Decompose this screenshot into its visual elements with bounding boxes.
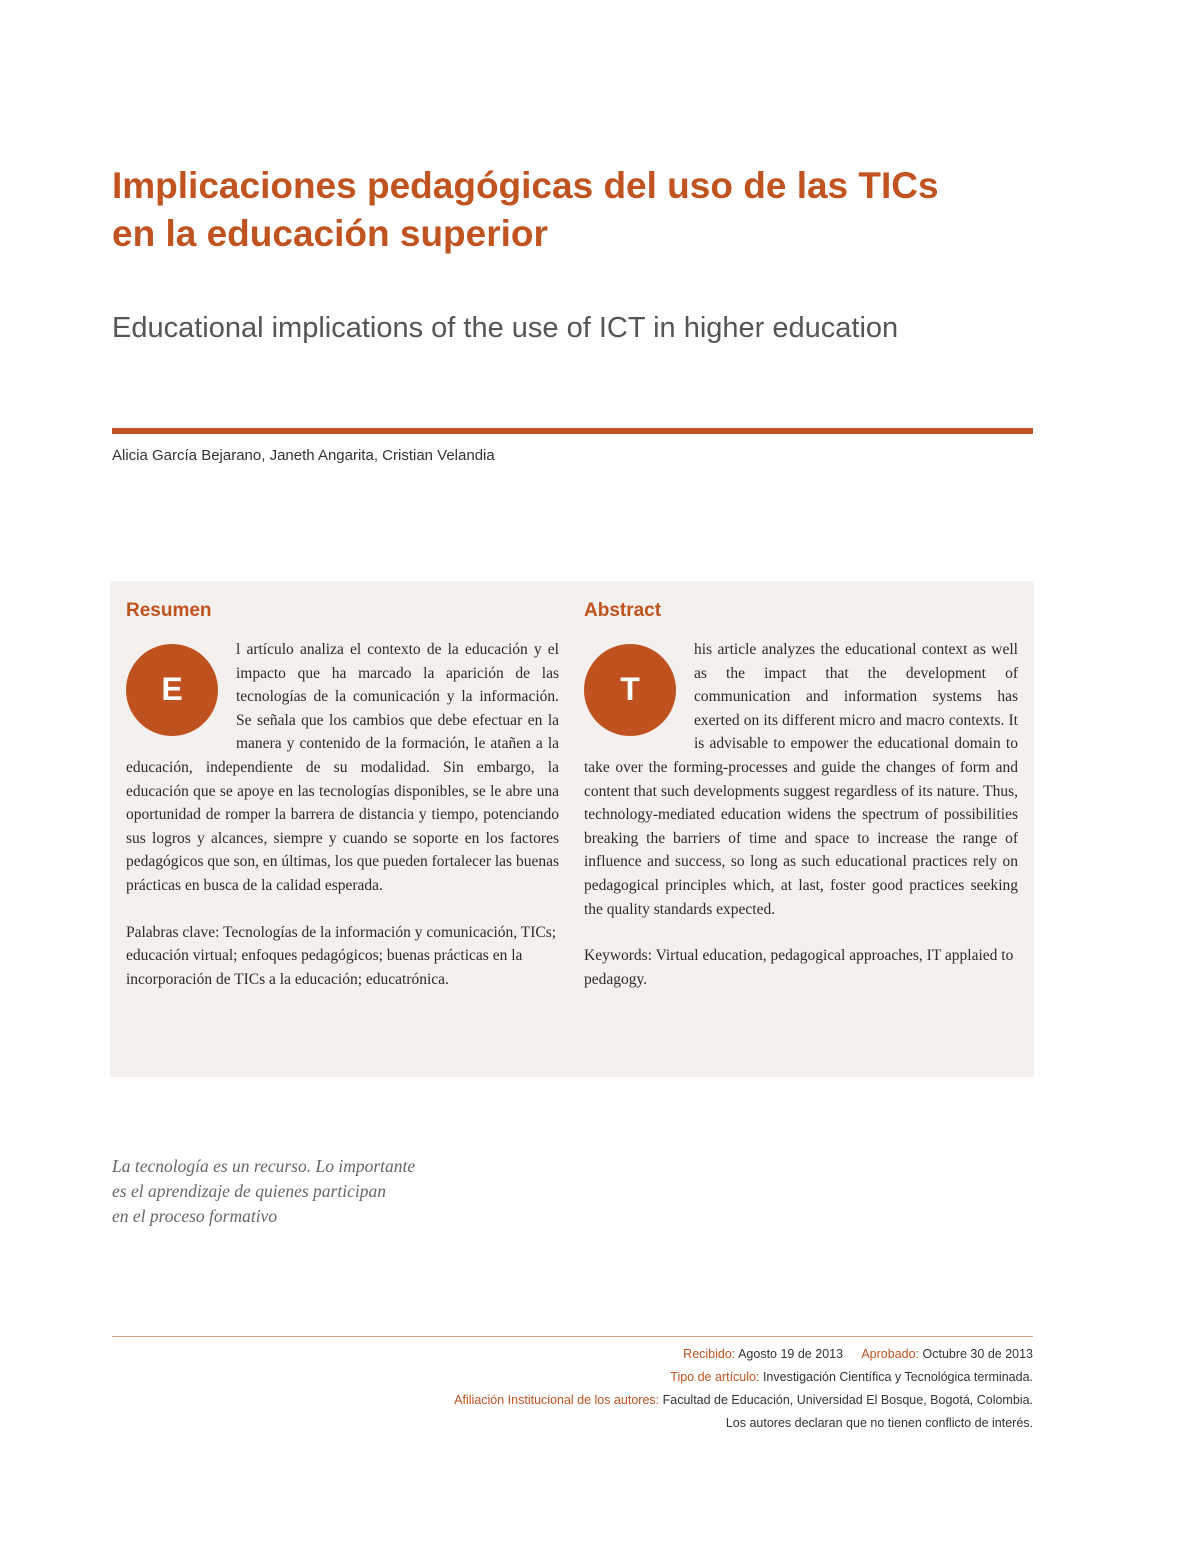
affiliation-value: Facultad de Educación, Universidad El Bosque, Bogotá, Colombia. bbox=[662, 1393, 1033, 1407]
abstract-body bbox=[584, 638, 1018, 921]
resumen-heading: Resumen bbox=[126, 600, 212, 621]
abstract-drop-cap: T bbox=[584, 644, 676, 736]
keywords: Keywords: Virtual education, pedagogical approaches, IT applaied to pedagogy. bbox=[584, 947, 1014, 988]
approved-value: Octubre 30 de 2013 bbox=[922, 1347, 1033, 1361]
affiliation-row bbox=[112, 1389, 1033, 1412]
abstract-text: his article analyzes the educational context as well as the impact that the development of communication and information systems has exerted on its different micro and macro contexts. It is advisable to empower the educational domain to take over the forming-processes and guide the changes of form and content that such developments suggest regardless of its nature. Thus, technology-mediated education widens the spectrum of possibilities breaking the barriers of time and space to increase the range of influence and success, so long as such educational practices rely on pedagogical principles which, at last, foster good practices seeking the quality standards expected. bbox=[584, 641, 1018, 918]
title-divider bbox=[112, 428, 1033, 434]
article-subtitle: Educational implications of the use of ICT in higher education bbox=[112, 312, 899, 344]
type-label: Tipo de artículo: bbox=[670, 1370, 760, 1384]
resumen-body bbox=[126, 638, 559, 898]
abstract-heading: Abstract bbox=[584, 600, 662, 621]
type-row bbox=[112, 1366, 1033, 1389]
abstract-column bbox=[584, 599, 1018, 991]
article-title bbox=[112, 162, 1032, 258]
authors: Alicia García Bejarano, Janeth Angarita, Cristian Velandia bbox=[112, 447, 495, 464]
conflict-statement: Los autores declaran que no tienen conflicto de interés. bbox=[725, 1416, 1033, 1430]
dates-row bbox=[112, 1343, 1033, 1366]
title-line-2: en la educación superior bbox=[112, 213, 548, 254]
resumen-drop-cap: E bbox=[126, 644, 218, 736]
pull-quote bbox=[112, 1154, 472, 1229]
palabras-clave: Palabras clave: Tecnologías de la información y comunicación, TICs; educación virtual; enfoques pedagógicos; buenas prácticas en la incorporación de TICs a la educación; educatrónica. bbox=[126, 923, 557, 988]
received-value: Agosto 19 de 2013 bbox=[738, 1347, 844, 1361]
resumen-column bbox=[126, 599, 559, 991]
type-value: Investigación Científica y Tecnológica terminada. bbox=[762, 1370, 1033, 1384]
quote-line-1: La tecnología es un recurso. Lo importante bbox=[112, 1156, 416, 1176]
resumen-text: l artículo analiza el contexto de la educación y el impacto que ha marcado la aparición de las tecnologías de la comunicación y la información. Se señala que los cambios que debe efectuar en la manera y contenido de la formación, le atañen a la educación, independiente de su modalidad. Sin embargo, la educación que se apoye en las tecnologías disponibles, se le abre una oportunidad de romper la barrera de distancia y tiempo, potenciando sus logros y alcances, siempre y cuando se soporte en los factores pedagógicos que son, en últimas, los que pueden fortalecer las buenas prácticas en busca de la calidad esperada. bbox=[126, 641, 560, 894]
abstract-box bbox=[110, 581, 1034, 1077]
title-line-1: Implicaciones pedagógicas del uso de las TICs bbox=[112, 165, 939, 206]
received-label: Recibido: bbox=[683, 1347, 736, 1361]
approved-label: Aprobado: bbox=[861, 1347, 920, 1361]
quote-line-3: en el proceso formativo bbox=[112, 1206, 278, 1226]
quote-line-2: es el aprendizaje de quienes participan bbox=[112, 1181, 386, 1201]
affiliation-label: Afiliación Institucional de los autores: bbox=[454, 1393, 660, 1407]
article-metadata bbox=[112, 1336, 1033, 1435]
